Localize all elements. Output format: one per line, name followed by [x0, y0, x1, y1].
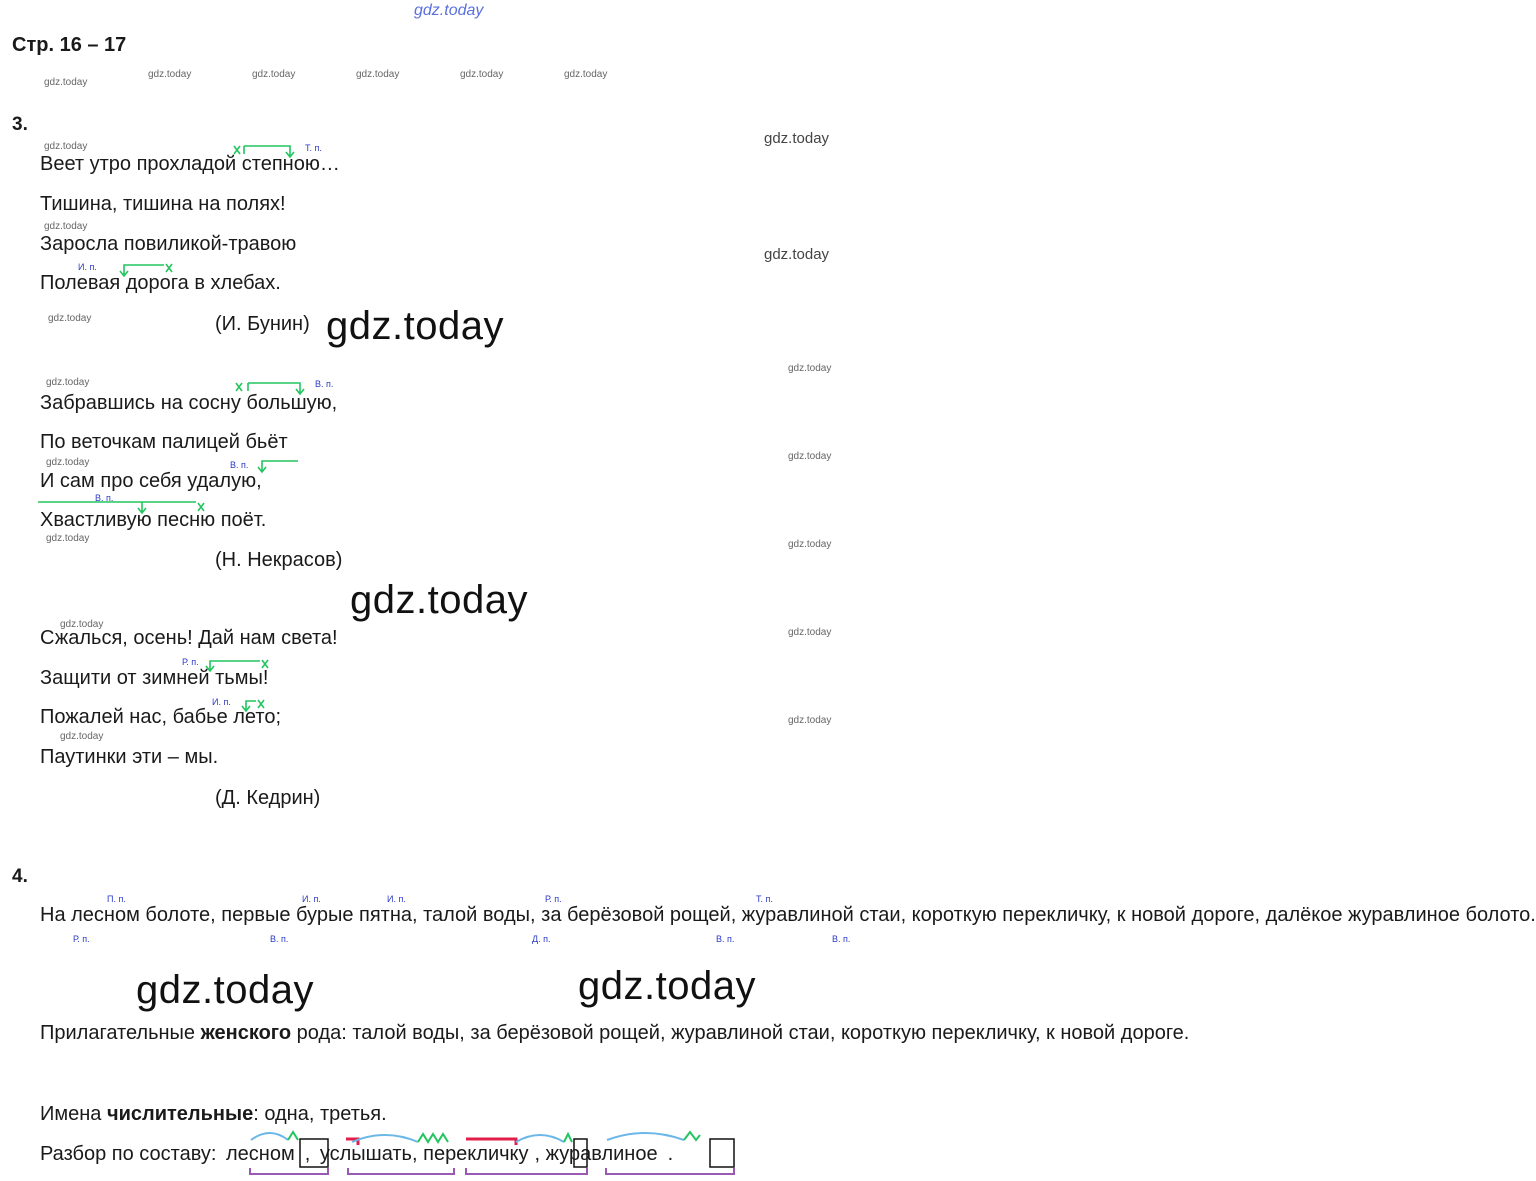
poem-line: Защити от зимней тьмы!: [40, 667, 269, 689]
case-mark: И. п.: [78, 262, 97, 272]
case-mark: И. п.: [212, 697, 231, 707]
poem-line: Паутинки эти – мы.: [40, 746, 219, 768]
case-mark: В. п.: [270, 934, 289, 944]
analysis-separator: .: [667, 1143, 674, 1165]
case-mark: В. п.: [315, 379, 334, 389]
watermark: gdz.today: [60, 731, 104, 742]
watermark: gdz.today: [764, 130, 830, 147]
green-arrows: [38, 146, 304, 711]
poem-line: Пожалей нас, бабье лето;: [40, 706, 281, 728]
case-mark: И. п.: [387, 894, 406, 904]
poem-author: (Н. Некрасов): [215, 549, 343, 571]
analysis-word: перекличку: [423, 1143, 529, 1165]
poem-line: Заросла повиликой-травою: [40, 233, 297, 255]
watermark-large: gdz.today: [326, 304, 504, 348]
analysis-label: Разбор по составу:: [40, 1143, 217, 1165]
poem-line: По веточкам палицей бьёт: [40, 431, 288, 453]
case-mark: Д. п.: [532, 934, 551, 944]
poem-author: (Д. Кедрин): [215, 787, 321, 809]
feminine-rest: рода: талой воды, за берёзовой рощей, журавлиной стаи, короткую перекличку, к новой дороге.: [296, 1022, 1190, 1044]
watermark-large: gdz.today: [136, 968, 314, 1012]
case-mark: Т. п.: [305, 143, 322, 153]
case-mark: В. п.: [230, 460, 249, 470]
case-mark: В. п.: [716, 934, 735, 944]
watermark: gdz.today: [788, 627, 832, 638]
task-number: 4.: [12, 866, 28, 887]
poem-author: (И. Бунин): [215, 313, 310, 335]
watermark: gdz.today: [44, 141, 88, 152]
watermark: gdz.today: [788, 363, 832, 374]
watermark: gdz.today: [48, 313, 92, 324]
watermark: gdz.today: [788, 715, 832, 726]
morpheme-markings: [250, 1132, 734, 1174]
watermark: gdz.today: [460, 69, 504, 80]
poem-line: Веет утро прохладой степною…: [40, 153, 340, 175]
case-mark: И. п.: [302, 894, 321, 904]
numerals-rest: : одна, третья.: [253, 1103, 387, 1125]
watermark: gdz.today: [148, 69, 192, 80]
poem-line: Хвастливую песню поёт.: [40, 509, 267, 531]
poem-line: Сжалься, осень! Дай нам света!: [40, 627, 338, 649]
numerals-label: Имена: [40, 1103, 102, 1125]
watermark: gdz.today: [46, 533, 90, 544]
watermark: gdz.today: [44, 77, 88, 88]
task-number: 3.: [12, 114, 28, 135]
numerals-bold: числительные: [106, 1103, 254, 1125]
analysis-separator: ,: [411, 1143, 418, 1165]
watermark: gdz.today: [46, 457, 90, 468]
poem-line: И сам про себя удалую,: [40, 470, 262, 492]
poem-line: Забравшись на сосну большую,: [40, 392, 338, 414]
phrases-text: На лесном болоте, первые бурые пятна, талой воды, за берёзовой рощей, журавлиной стаи, короткую перекличку, к новой дороге, далёкое журавлиное болото.: [40, 904, 1536, 926]
watermark-large: gdz.today: [350, 578, 528, 622]
case-mark: В. п.: [95, 493, 114, 503]
case-mark: П. п.: [107, 894, 126, 904]
analysis-word: лесном: [226, 1143, 295, 1165]
watermark: gdz.today: [414, 2, 484, 19]
case-mark: Р. п.: [545, 894, 562, 904]
case-mark: В. п.: [832, 934, 851, 944]
watermark: gdz.today: [60, 619, 104, 630]
analysis-word: журавлиное: [545, 1143, 658, 1165]
watermark: gdz.today: [764, 246, 830, 263]
watermark: gdz.today: [252, 69, 296, 80]
page-header: Стр. 16 – 17: [12, 34, 127, 56]
watermark: gdz.today: [356, 69, 400, 80]
analysis-separator: ,: [304, 1143, 311, 1165]
poem-line: Полевая дорога в хлебах.: [40, 272, 281, 294]
watermark: gdz.today: [788, 539, 832, 550]
analysis-word: услышать: [319, 1143, 412, 1165]
case-mark: Р. п.: [73, 934, 90, 944]
watermark: gdz.today: [46, 377, 90, 388]
analysis-separator: ,: [534, 1143, 541, 1165]
watermark: gdz.today: [564, 69, 608, 80]
feminine-label: Прилагательные: [40, 1022, 196, 1044]
watermark-large: gdz.today: [578, 964, 756, 1008]
feminine-bold: женского: [200, 1022, 292, 1044]
case-mark: Т. п.: [756, 894, 773, 904]
watermark: gdz.today: [788, 451, 832, 462]
watermark: gdz.today: [44, 221, 88, 232]
case-mark: Р. п.: [182, 657, 199, 667]
poem-line: Тишина, тишина на полях!: [40, 193, 286, 215]
